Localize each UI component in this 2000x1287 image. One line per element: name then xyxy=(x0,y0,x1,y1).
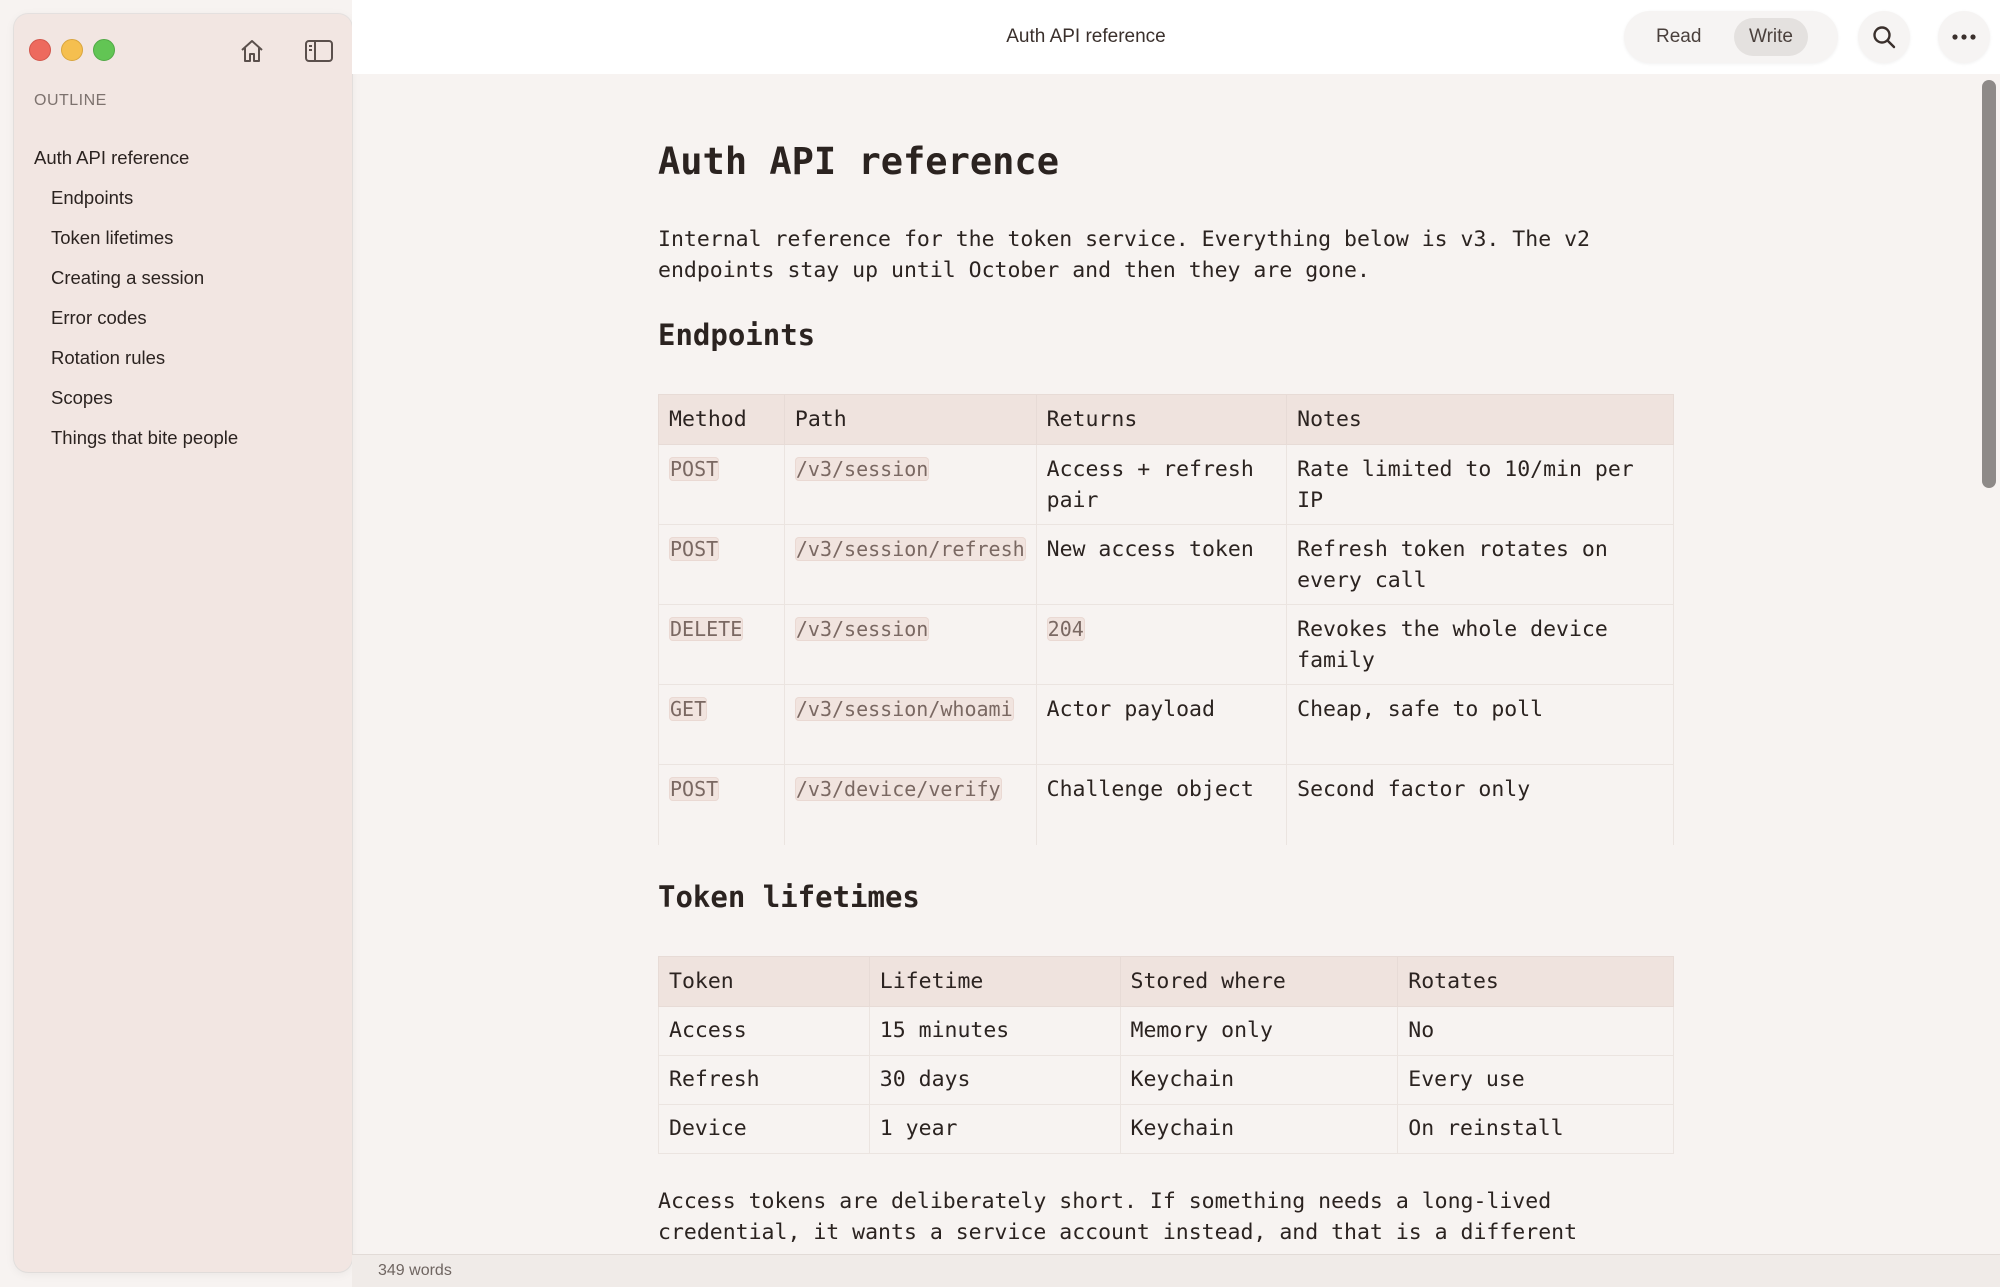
outline-item-scopes[interactable]: Scopes xyxy=(51,387,113,408)
path-cell xyxy=(784,525,1036,605)
sidebar-toggle-icon xyxy=(304,38,334,64)
inline-code: /v3/session xyxy=(795,617,929,641)
search-button[interactable] xyxy=(1858,11,1910,63)
token-cell: Memory only xyxy=(1120,1007,1398,1056)
token-cell: Every use xyxy=(1398,1056,1674,1105)
word-count: 349 words xyxy=(378,1262,452,1279)
method-cell xyxy=(659,685,785,765)
editor-content[interactable] xyxy=(352,74,1980,1254)
tokens-header-row xyxy=(659,957,1674,1007)
cell-text: Challenge object xyxy=(1046,777,1254,802)
inline-code: /v3/session/refresh xyxy=(795,537,1025,561)
notes-cell xyxy=(1287,525,1674,605)
inline-code: /v3/session/whoami xyxy=(795,697,1013,721)
scrollbar-thumb[interactable] xyxy=(1982,80,1996,488)
read-write-toggle xyxy=(1624,11,1838,63)
cell-text: Rate limited to 10/min per IP xyxy=(1297,457,1634,513)
inline-code: DELETE xyxy=(670,617,743,641)
outline-item-creating-a-session[interactable]: Creating a session xyxy=(51,267,205,288)
returns-cell xyxy=(1036,765,1287,845)
zoom-window-button[interactable] xyxy=(93,39,115,61)
method-cell xyxy=(659,765,785,845)
token-lifetimes-paragraph: Access tokens are deliberately short. If something needs a long-lived credential, it wants a service account instead, and that is a different xyxy=(658,1189,1578,1245)
outline-item-things-that-bite-people[interactable]: Things that bite people xyxy=(51,427,239,448)
endpoint-row xyxy=(659,605,1674,685)
returns-cell xyxy=(1036,605,1287,685)
column-header: Method xyxy=(659,395,785,445)
column-header: Path xyxy=(784,395,1036,445)
cell-text: New access token xyxy=(1046,537,1254,562)
cell-text: Revokes the whole device family xyxy=(1297,617,1608,673)
outline-item-error-codes[interactable]: Error codes xyxy=(51,307,147,328)
cell-text: Actor payload xyxy=(1046,697,1215,722)
inline-code: POST xyxy=(670,537,719,561)
column-header: Stored where xyxy=(1120,957,1398,1007)
inline-code: /v3/session xyxy=(795,457,929,481)
inline-code: POST xyxy=(670,457,719,481)
sidebar xyxy=(14,14,352,1272)
token-row xyxy=(659,1007,1674,1056)
token-cell: No xyxy=(1398,1007,1674,1056)
sidebar-toggle-button[interactable] xyxy=(302,34,336,68)
search-icon xyxy=(1871,24,1897,50)
title-bar xyxy=(352,0,2000,74)
token-row xyxy=(659,1105,1674,1154)
endpoint-row xyxy=(659,445,1674,525)
cell-text: Second factor only xyxy=(1297,777,1531,802)
notes-cell xyxy=(1287,685,1674,765)
token-cell: On reinstall xyxy=(1398,1105,1674,1154)
cell-text: Cheap, safe to poll xyxy=(1297,697,1544,722)
method-cell xyxy=(659,525,785,605)
write-mode-button[interactable]: Write xyxy=(1734,18,1808,56)
path-cell xyxy=(784,685,1036,765)
token-cell: Refresh xyxy=(659,1056,870,1105)
home-button[interactable] xyxy=(235,34,269,68)
home-icon xyxy=(238,37,266,65)
cell-text: Refresh token rotates on every call xyxy=(1297,537,1608,593)
token-cell: Access xyxy=(659,1007,870,1056)
inline-code: GET xyxy=(670,697,707,721)
method-cell xyxy=(659,445,785,525)
notes-cell xyxy=(1287,605,1674,685)
endpoints-table xyxy=(658,394,1674,845)
token-lifetimes-table xyxy=(658,956,1674,1154)
token-cell: Keychain xyxy=(1120,1056,1398,1105)
outline-item-token-lifetimes[interactable]: Token lifetimes xyxy=(51,227,174,248)
token-cell: Device xyxy=(659,1105,870,1154)
returns-cell xyxy=(1036,445,1287,525)
endpoints-heading: Endpoints xyxy=(658,318,816,352)
document-title: Auth API reference xyxy=(658,140,1059,183)
returns-cell xyxy=(1036,685,1287,765)
endpoint-row xyxy=(659,525,1674,605)
window-title: Auth API reference xyxy=(1006,26,1166,47)
column-header: Notes xyxy=(1287,395,1674,445)
close-window-button[interactable] xyxy=(29,39,51,61)
notes-cell xyxy=(1287,445,1674,525)
column-header: Returns xyxy=(1036,395,1287,445)
outline-list xyxy=(34,138,238,458)
minimize-window-button[interactable] xyxy=(61,39,83,61)
token-lifetimes-heading: Token lifetimes xyxy=(658,880,920,914)
returns-cell xyxy=(1036,525,1287,605)
column-header: Token xyxy=(659,957,870,1007)
method-cell xyxy=(659,605,785,685)
path-cell xyxy=(784,605,1036,685)
path-cell xyxy=(784,765,1036,845)
outline-item-endpoints[interactable]: Endpoints xyxy=(51,187,134,208)
outline-item-auth-api-reference[interactable]: Auth API reference xyxy=(34,147,190,168)
endpoint-row xyxy=(659,685,1674,765)
token-cell: 30 days xyxy=(869,1056,1120,1105)
read-mode-button[interactable]: Read xyxy=(1656,26,1702,47)
token-row xyxy=(659,1056,1674,1105)
status-bar xyxy=(352,1254,2000,1287)
more-options-button[interactable] xyxy=(1938,11,1990,63)
token-cell: 1 year xyxy=(869,1105,1120,1154)
cell-text: Access + refresh pair xyxy=(1046,457,1254,513)
endpoints-header-row xyxy=(659,395,1674,445)
inline-code: 204 xyxy=(1047,617,1084,641)
token-cell: Keychain xyxy=(1120,1105,1398,1154)
column-header: Rotates xyxy=(1398,957,1674,1007)
column-header: Lifetime xyxy=(869,957,1120,1007)
notes-cell xyxy=(1287,765,1674,845)
inline-code: /v3/device/verify xyxy=(795,777,1001,801)
endpoint-row xyxy=(659,765,1674,845)
token-cell: 15 minutes xyxy=(869,1007,1120,1056)
outline-label: OUTLINE xyxy=(34,92,107,109)
outline-item-rotation-rules[interactable]: Rotation rules xyxy=(51,347,166,368)
more-icon xyxy=(1951,33,1977,41)
intro-paragraph: Internal reference for the token service. Everything below is v3. The v2 endpoints stay up until October and then they are gone. xyxy=(658,227,1590,283)
inline-code: POST xyxy=(670,777,719,801)
path-cell xyxy=(784,445,1036,525)
